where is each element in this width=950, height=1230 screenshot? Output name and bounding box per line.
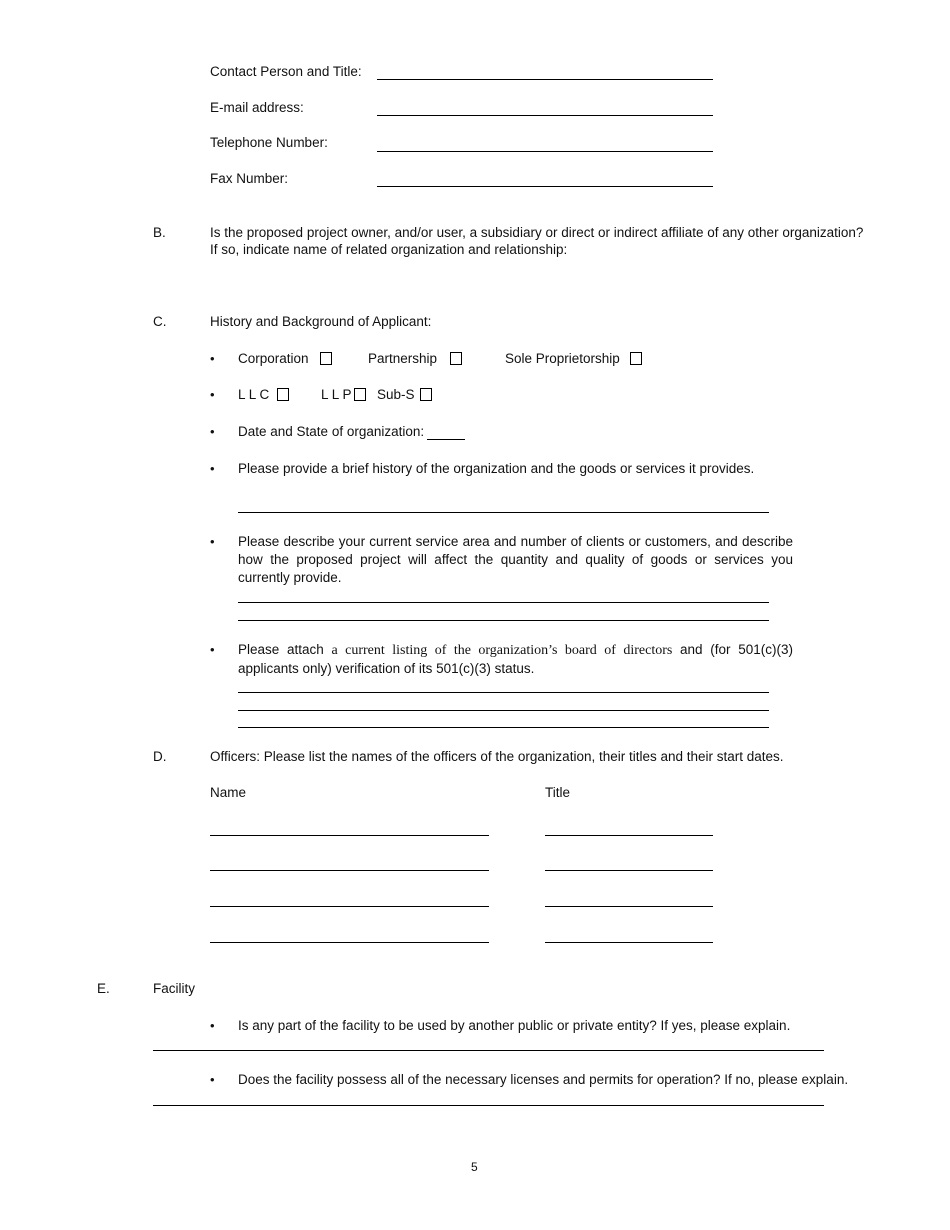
section-c-letter: C. (153, 314, 167, 329)
bullet-icon: • (210, 461, 215, 476)
officer-name-header: Name (210, 785, 247, 800)
option-partnership-label: Partnership (368, 351, 438, 366)
attach-answer-line[interactable] (238, 710, 769, 711)
attach-prompt-start: Please attach (238, 642, 332, 657)
bullet-icon: • (210, 424, 215, 439)
date-state-label: Date and State of organization: (238, 424, 425, 439)
contact-person-field[interactable] (377, 79, 713, 80)
llc-checkbox[interactable] (277, 388, 289, 401)
email-label: E-mail address: (210, 100, 304, 115)
bullet-icon: • (210, 387, 215, 402)
page-number: 5 (471, 1160, 478, 1174)
option-corporation-label: Corporation (238, 351, 309, 366)
contact-person-label: Contact Person and Title: (210, 64, 362, 79)
facility-answer-1[interactable] (153, 1050, 824, 1051)
corporation-checkbox[interactable] (320, 352, 332, 365)
section-e-title: Facility (153, 981, 196, 996)
officer-name-field[interactable] (210, 870, 489, 871)
attach-prompt-board: a current listing of the organization’s board of directors (331, 643, 673, 658)
officer-title-field[interactable] (545, 942, 713, 943)
bullet-icon: • (210, 351, 215, 366)
bullet-icon: • (210, 534, 215, 549)
date-state-field[interactable] (427, 439, 465, 440)
attach-prompt-end: and (for 501(c)(3) applicants only) verification of its 501(c)(3) status. (238, 642, 793, 676)
service-area-prompt: Please describe your current service area and number of clients or customers, and describe how the proposed project will affect the quantity and quality of goods or services you currently provide. (238, 534, 793, 585)
facility-question-2: Does the facility possess all of the necessary licenses and permits for operation? If no, please explain. (238, 1072, 849, 1087)
fax-label: Fax Number: (210, 171, 289, 186)
option-sole-proprietorship-label: Sole Proprietorship (505, 351, 620, 366)
history-answer-line[interactable] (238, 512, 769, 513)
partnership-checkbox[interactable] (450, 352, 462, 365)
history-prompt: Please provide a brief history of the organization and the goods or services it provides. (238, 461, 755, 476)
attach-answer-line[interactable] (238, 727, 769, 728)
section-b-letter: B. (153, 225, 166, 240)
telephone-label: Telephone Number: (210, 135, 328, 150)
fax-field[interactable] (377, 186, 713, 187)
sub-s-checkbox[interactable] (420, 388, 432, 401)
option-llc-label: L L C (238, 387, 270, 402)
sole-proprietorship-checkbox[interactable] (630, 352, 642, 365)
service-answer-line[interactable] (238, 602, 769, 603)
section-e-letter: E. (97, 981, 110, 996)
llp-checkbox[interactable] (354, 388, 366, 401)
officer-name-field[interactable] (210, 942, 489, 943)
bullet-icon: • (210, 1018, 215, 1033)
email-field[interactable] (377, 115, 713, 116)
facility-answer-2[interactable] (153, 1105, 824, 1106)
officer-title-header: Title (545, 785, 571, 800)
service-answer-line[interactable] (238, 620, 769, 621)
option-sub-s-label: Sub-S (377, 387, 415, 402)
bullet-icon: • (210, 1072, 215, 1087)
option-llp-label: L L P (321, 387, 352, 402)
officer-title-field[interactable] (545, 906, 713, 907)
officer-title-field[interactable] (545, 870, 713, 871)
officer-name-field[interactable] (210, 906, 489, 907)
officer-name-field[interactable] (210, 835, 489, 836)
section-b-question-line2: If so, indicate name of related organization and relationship: (210, 242, 568, 257)
bullet-icon: • (210, 642, 215, 657)
section-d-prompt: Officers: Please list the names of the officers of the organization, their titles and their start dates. (210, 749, 784, 764)
telephone-field[interactable] (377, 151, 713, 152)
section-d-letter: D. (153, 749, 167, 764)
officer-title-field[interactable] (545, 835, 713, 836)
attach-board-prompt (238, 641, 793, 678)
section-c-title: History and Background of Applicant: (210, 314, 432, 329)
facility-question-1: Is any part of the facility to be used by another public or private entity? If yes, please explain. (238, 1018, 791, 1033)
section-b-question-line1: Is the proposed project owner, and/or user, a subsidiary or direct or indirect affiliate of any other organization? (210, 225, 864, 240)
attach-answer-line[interactable] (238, 692, 769, 693)
